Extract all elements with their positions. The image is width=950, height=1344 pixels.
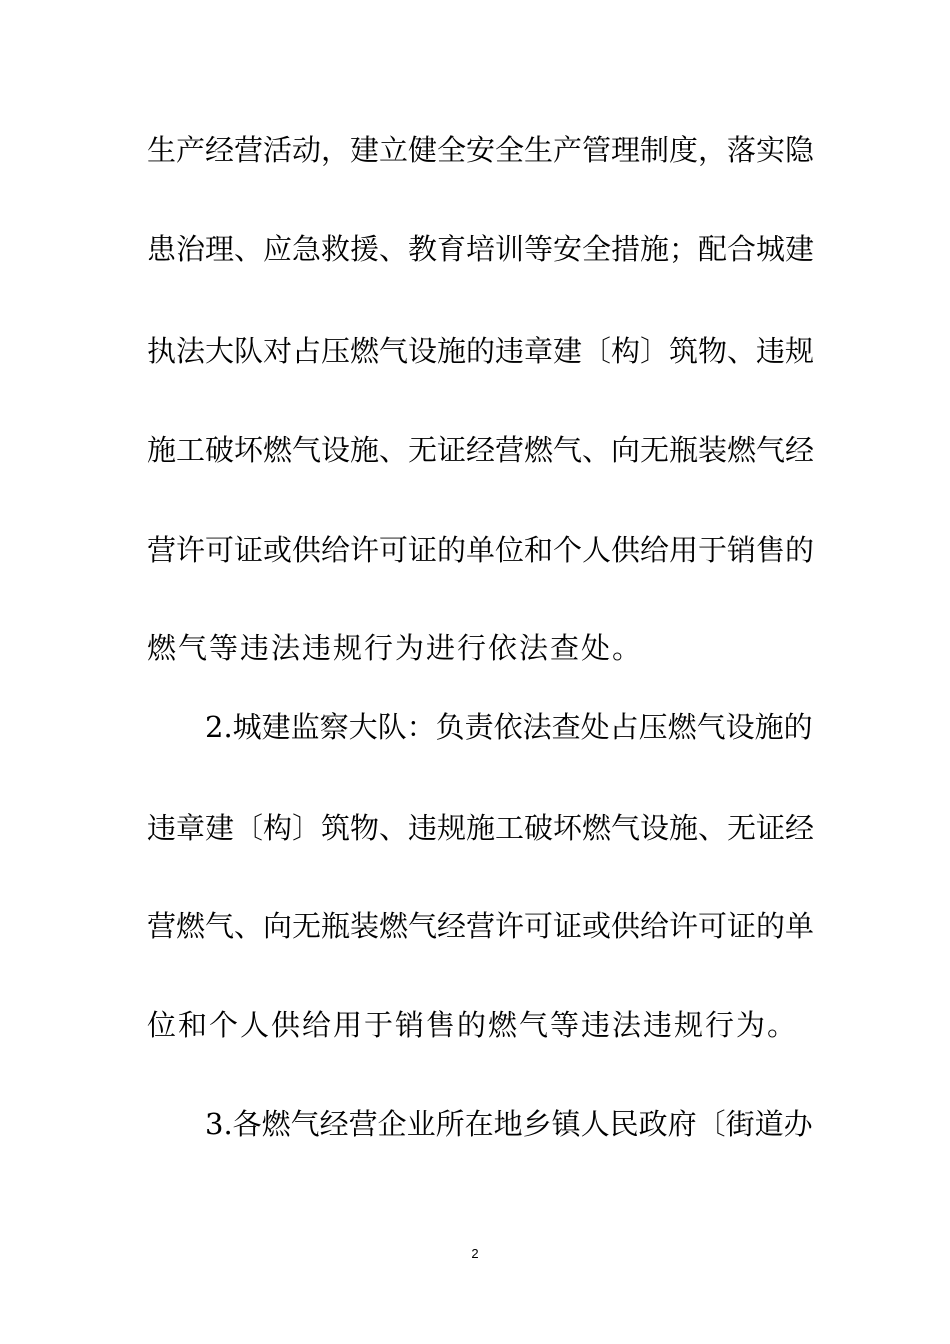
- list-item-3-line-1: 3.各燃气经营企业所在地乡镇人民政府〔街道办: [205, 1107, 813, 1141]
- paragraph-line-4: 施工破坏燃气设施、无证经营燃气、向无瓶装燃气经: [147, 433, 815, 467]
- list-item-2-line-4: 位和个人供给用于销售的燃气等违法违规行为。: [147, 1008, 799, 1042]
- paragraph-line-2: 患治理、应急救援、教育培训等安全措施；配合城建: [147, 232, 815, 266]
- paragraph-line-5: 营许可证或供给许可证的单位和个人供给用于销售的: [147, 533, 815, 567]
- paragraph-line-3: 执法大队对占压燃气设施的违章建〔构〕筑物、违规: [147, 334, 815, 368]
- list-item-2-line-2: 违章建〔构〕筑物、违规施工破坏燃气设施、无证经: [147, 811, 815, 845]
- paragraph-line-1: 生产经营活动，建立健全安全生产管理制度，落实隐: [147, 133, 815, 167]
- list-item-2-line-1: 2.城建监察大队：负责依法查处占压燃气设施的: [205, 710, 813, 744]
- paragraph-line-6: 燃气等违法违规行为进行依法查处。: [147, 631, 644, 665]
- list-item-2-line-3: 营燃气、向无瓶装燃气经营许可证或供给许可证的单: [147, 909, 815, 943]
- page-number: 2: [471, 1246, 479, 1261]
